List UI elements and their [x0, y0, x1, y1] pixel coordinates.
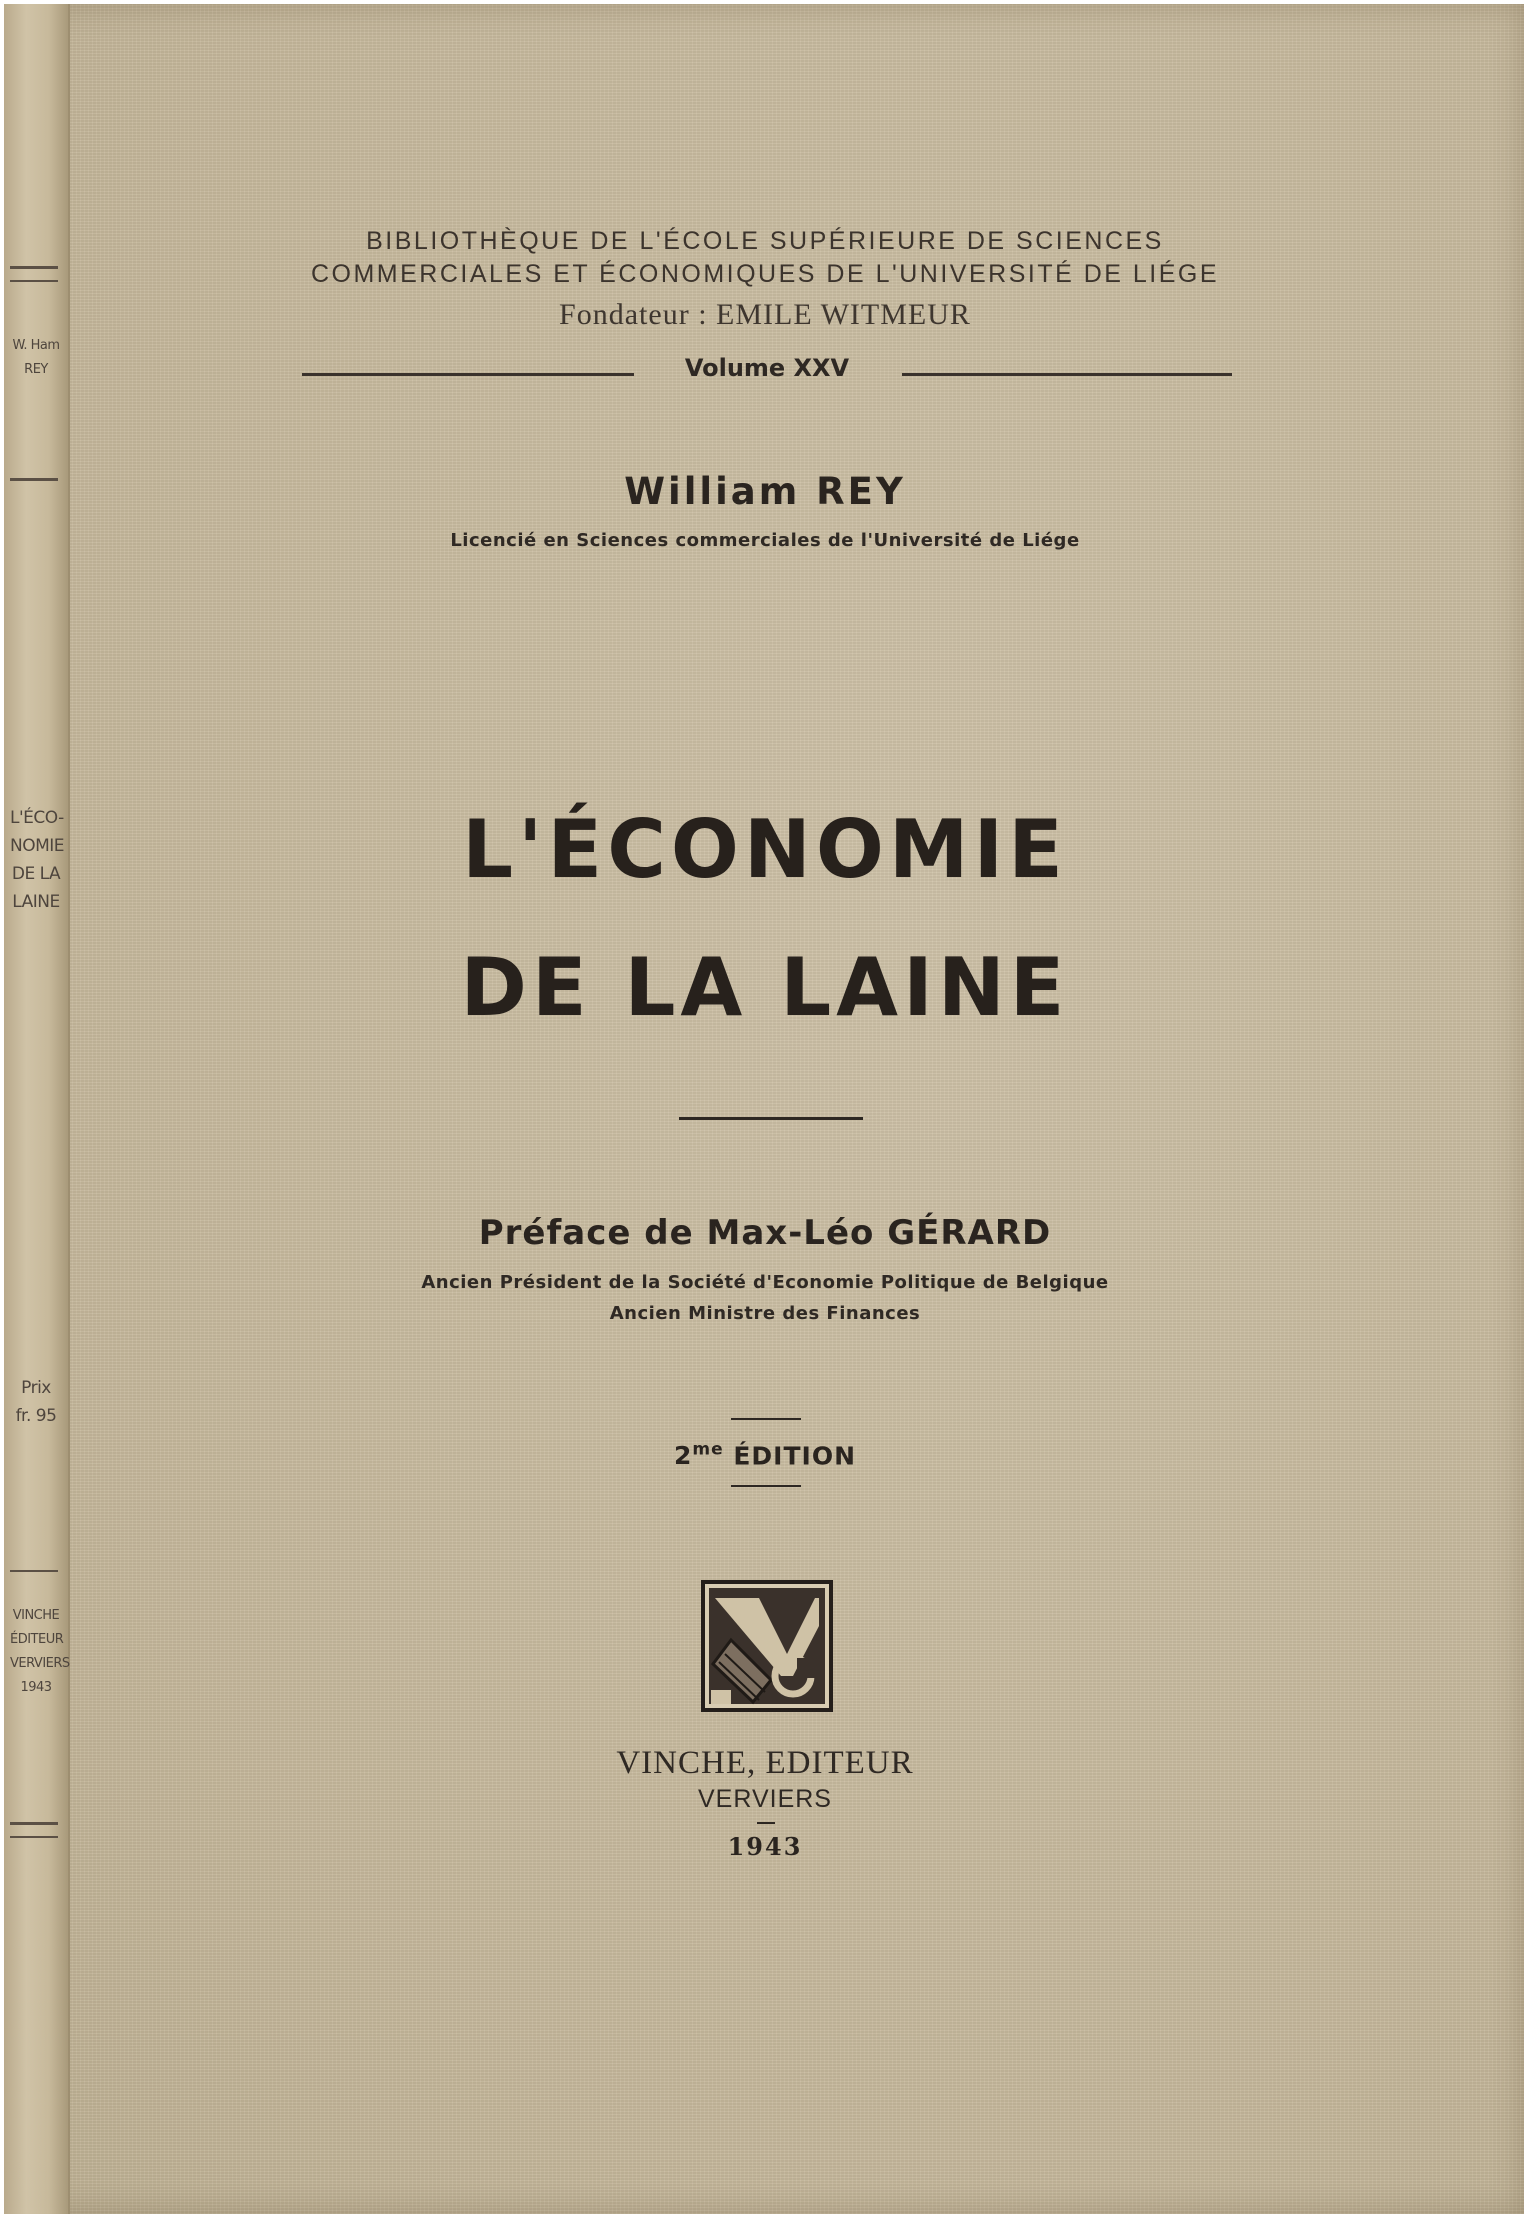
- volume-rule-right: [902, 373, 1232, 376]
- publisher-logo-icon: [701, 1580, 833, 1712]
- edition-number: $2^{me}$: [673, 1440, 724, 1471]
- spine-publisher: VINCHE ÉDITEUR VERVIERS 1943: [10, 1608, 70, 1695]
- spine-rule: [10, 1570, 58, 1572]
- edition-label: [0, 1440, 1530, 1470]
- year-rule: [757, 1822, 775, 1824]
- founder-line: Fondateur : EMILE WITMEUR: [559, 298, 971, 331]
- publisher-name: VINCHE, EDITEUR: [616, 1745, 914, 1781]
- edition-word: ÉDITION: [733, 1441, 857, 1471]
- book-title-line-1: L'ÉCONOMIE: [462, 803, 1068, 896]
- preface-role-1: Ancien Président de la Société d'Economie Politique de Belgique: [421, 1272, 1109, 1293]
- spine-author: W. Ham REY: [12, 338, 60, 377]
- spine-price: Prix fr. 95: [15, 1378, 57, 1426]
- series-line-1: BIBLIOTHÈQUE DE L'ÉCOLE SUPÉRIEURE DE SCIENCES: [366, 227, 1164, 255]
- edition-rule-bottom: [731, 1485, 801, 1487]
- book-spine: [4, 4, 70, 2214]
- preface-role-2: Ancien Ministre des Finances: [609, 1303, 921, 1324]
- title-divider: [679, 1117, 863, 1120]
- publisher-city: VERVIERS: [698, 1785, 832, 1813]
- author-credential: Licencié en Sciences commerciales de l'Université de Liége: [450, 530, 1080, 551]
- preface-line: Préface de Max-Léo GÉRARD: [478, 1213, 1052, 1253]
- edition-rule-top: [731, 1418, 801, 1420]
- volume-row: [302, 354, 1232, 394]
- book-cover: [4, 4, 1524, 2214]
- book-title-line-2: DE LA LAINE: [460, 941, 1070, 1034]
- author-name: William REY: [624, 470, 906, 513]
- edition-superscript: me: [692, 1440, 724, 1460]
- spine-rule: [10, 1822, 58, 1825]
- series-line-2: COMMERCIALES ET ÉCONOMIQUES DE L'UNIVERSITÉ DE LIÉGE: [310, 260, 1220, 288]
- publication-year: 1943: [727, 1832, 803, 1861]
- volume-label: Volume XXV: [684, 354, 850, 382]
- spine-title: L'ÉCO- NOMIE DE LA LAINE: [10, 808, 65, 912]
